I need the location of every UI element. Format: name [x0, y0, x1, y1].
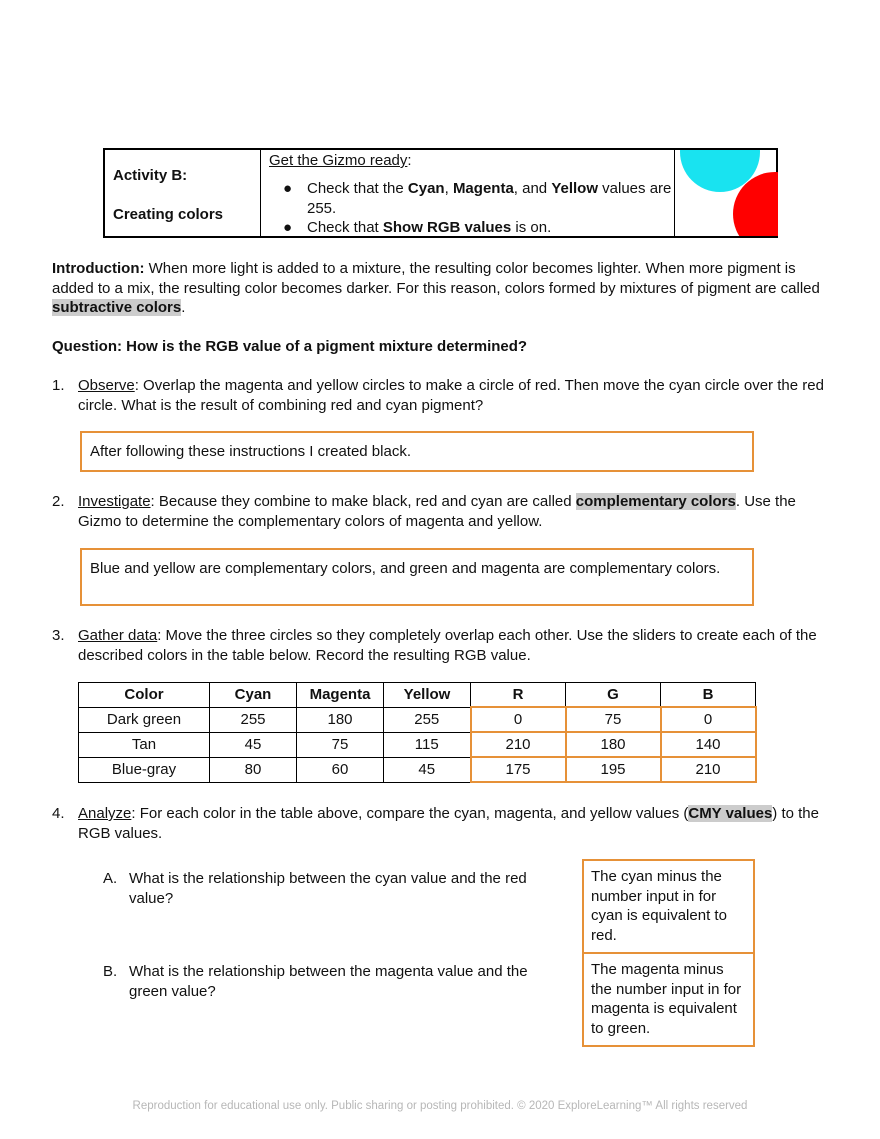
header-g: G [566, 683, 661, 708]
cell-r-input[interactable]: 175 [471, 757, 566, 782]
cell-color: Tan [79, 732, 210, 757]
cell-cyan: 80 [210, 757, 297, 782]
cell-cyan: 255 [210, 707, 297, 732]
activity-header-table [103, 148, 778, 238]
q3-number: 3. [52, 627, 65, 644]
q2-text: Investigate: Because they combine to make black, red and cyan are called complementary colors. Use the Gizmo to determine the complementary colors of magenta and yellow. [78, 493, 796, 530]
cell-g-input[interactable]: 195 [566, 757, 661, 782]
q2-number: 2. [52, 493, 65, 510]
q4b-answer-box[interactable] [582, 952, 755, 1047]
q3-text: Gather data: Move the three circles so they completely overlap each other. Use the sliders to create each of the described colors in the table below. Record the resulting RGB value. [78, 627, 817, 664]
header-yellow: Yellow [384, 683, 471, 708]
color-circles-image [675, 150, 778, 236]
activity-subtitle: Creating colors [113, 206, 224, 223]
q4a-answer-box[interactable] [582, 859, 755, 954]
cell-b-input[interactable]: 210 [661, 757, 756, 782]
cell-b-input[interactable]: 0 [661, 707, 756, 732]
q1-answer-text: After following these instructions I created black. [90, 443, 411, 460]
cell-yellow: 255 [384, 707, 471, 732]
cell-color: Blue-gray [79, 757, 210, 782]
q2-answer-text: Blue and yellow are complementary colors, and green and magenta are complementary colors. [90, 560, 721, 577]
cell-magenta: 75 [297, 732, 384, 757]
subtractive-colors-term: subtractive colors [52, 299, 182, 316]
introduction-paragraph: Introduction: When more light is added to a mixture, the resulting color becomes lighter. When more pigment is added to a mix, the resulting color becomes darker. For this reason, colors formed by mixtures of pigment are called subtractive colors. [52, 260, 820, 316]
gizmo-thumbnail [675, 150, 778, 236]
table-row [79, 707, 756, 732]
bullet-dot-icon: ● [283, 180, 293, 197]
q2-answer-box[interactable] [80, 548, 754, 606]
color-data-table [78, 682, 757, 783]
main-question: Question: How is the RGB value of a pigment mixture determined? [52, 338, 528, 355]
q4b-answer-text: The magenta minus the number input in for magenta is equivalent to green. [591, 961, 742, 1037]
q1-number: 1. [52, 377, 65, 394]
q4-number: 4. [52, 805, 65, 822]
cell-g-input[interactable]: 75 [566, 707, 661, 732]
header-cyan: Cyan [210, 683, 297, 708]
header-r: R [471, 683, 566, 708]
header-color: Color [79, 683, 210, 708]
q4a-letter: A. [103, 870, 118, 887]
cell-color: Dark green [79, 707, 210, 732]
cell-g-input[interactable]: 180 [566, 732, 661, 757]
q4a-text: What is the relationship between the cyan value and the red value? [129, 870, 527, 907]
q1-text: Observe: Overlap the magenta and yellow circles to make a circle of red. Then move the cyan circle over the red circle. What is the result of combining red and cyan pigment? [78, 377, 824, 414]
table-row [79, 757, 756, 782]
gizmo-ready-title: Get the Gizmo ready: [269, 152, 412, 169]
cell-yellow: 45 [384, 757, 471, 782]
cell-r-input[interactable]: 0 [471, 707, 566, 732]
q4b-text: What is the relationship between the magenta value and the green value? [129, 963, 528, 1000]
table-header-row [79, 683, 756, 708]
q4b-letter: B. [103, 963, 118, 980]
cell-cyan: 45 [210, 732, 297, 757]
q4a-answer-text: The cyan minus the number input in for cyan is equivalent to red. [591, 868, 727, 944]
activity-title-cell [105, 150, 261, 236]
cell-magenta: 60 [297, 757, 384, 782]
header-b: B [661, 683, 756, 708]
complementary-colors-term: complementary colors [575, 493, 736, 510]
header-magenta: Magenta [297, 683, 384, 708]
copyright-footer: Reproduction for educational use only. Public sharing or posting prohibited. © 2020 ExploreLearning™ All rights reserved [132, 1100, 748, 1112]
gizmo-ready-cell: Get the Gizmo ready: ● Check that the Cyan, Magenta, and Yellow values are 255. ● Check that Show RGB values is on. [261, 150, 675, 236]
cell-yellow: 115 [384, 732, 471, 757]
cell-r-input[interactable]: 210 [471, 732, 566, 757]
bullet-dot-icon: ● [283, 219, 293, 236]
table-row [79, 732, 756, 757]
q4-text: Analyze: For each color in the table above, compare the cyan, magenta, and yellow values (CMY values) to the RGB values. [78, 805, 819, 842]
cell-magenta: 180 [297, 707, 384, 732]
cmy-values-term: CMY values [688, 805, 773, 822]
cell-b-input[interactable]: 140 [661, 732, 756, 757]
activity-label: Activity B: [113, 167, 188, 184]
q1-answer-box[interactable] [80, 431, 754, 472]
